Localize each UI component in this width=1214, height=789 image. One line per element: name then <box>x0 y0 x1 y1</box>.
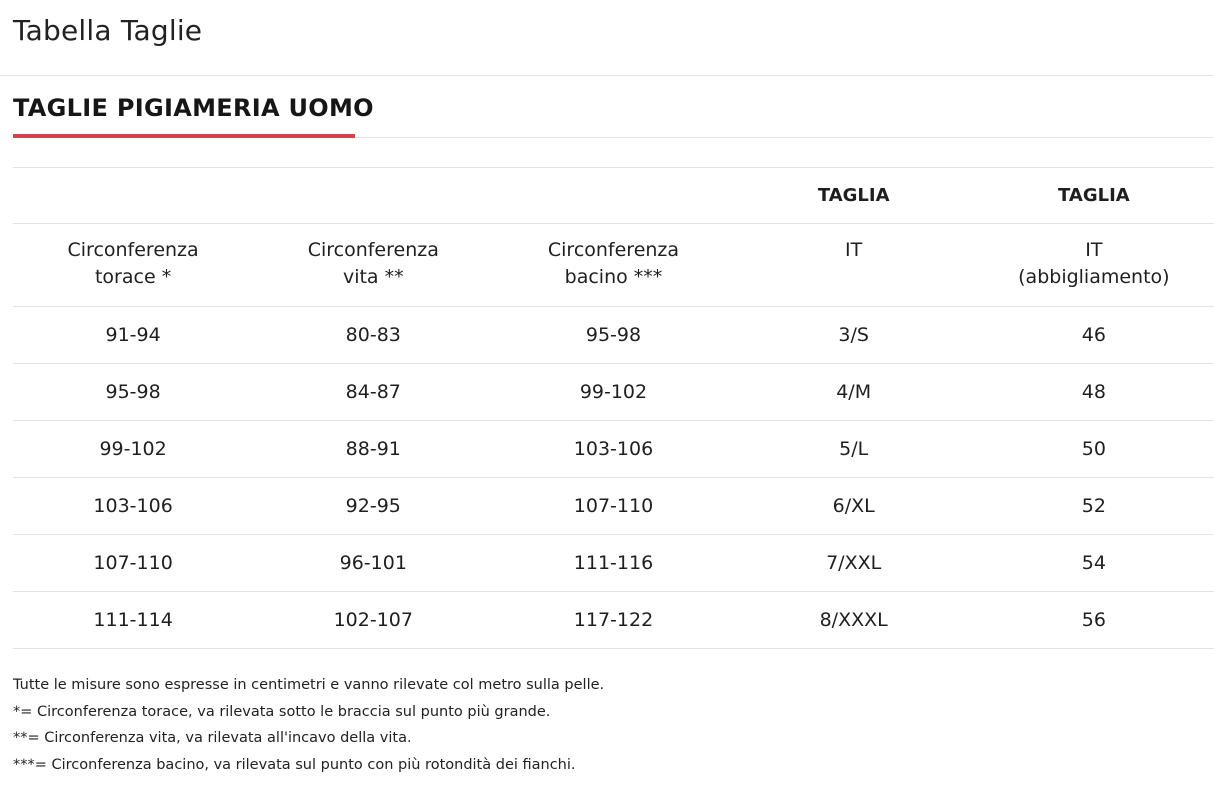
table-cell: 91-94 <box>13 307 253 364</box>
column-label-line: Circonferenza <box>67 239 199 261</box>
column-label-hips <box>493 224 733 307</box>
group-header-cell <box>493 168 733 224</box>
section-title: TAGLIE PIGIAMERIA UOMO <box>13 94 374 122</box>
table-cell: 50 <box>974 421 1214 478</box>
table-cell: 102-107 <box>253 592 493 649</box>
column-label-waist <box>253 224 493 307</box>
table-cell: 107-110 <box>493 478 733 535</box>
table-row <box>13 592 1214 649</box>
group-header-cell <box>253 168 493 224</box>
table-cell: 92-95 <box>253 478 493 535</box>
note-line: **= Circonferenza vita, va rilevata all'incavo della vita. <box>13 730 412 747</box>
table-cell: 111-114 <box>13 592 253 649</box>
table-column-label-row <box>13 224 1214 307</box>
section-title-underline <box>13 134 355 138</box>
table-cell: 54 <box>974 535 1214 592</box>
note-line: ***= Circonferenza bacino, va rilevata sul punto con più rotondità dei fianchi. <box>13 757 576 774</box>
header-divider <box>0 75 1214 76</box>
note-line: *= Circonferenza torace, va rilevata sotto le braccia sul punto più grande. <box>13 703 551 720</box>
measurement-notes <box>13 672 604 779</box>
table-cell: 8/XXXL <box>734 592 974 649</box>
group-header-cell: TAGLIA <box>974 168 1214 224</box>
table-row <box>13 307 1214 364</box>
table-cell: 111-116 <box>493 535 733 592</box>
column-label-chest <box>13 224 253 307</box>
column-label-line: Circonferenza <box>547 239 680 261</box>
column-label-size-it <box>734 224 974 307</box>
table-cell: 6/XL <box>734 478 974 535</box>
table-cell: 5/L <box>734 421 974 478</box>
column-label-line: IT <box>1085 239 1103 261</box>
note-line: Tutte le misure sono espresse in centimetri e vanno rilevate col metro sulla pelle. <box>13 677 605 693</box>
table-cell: 7/XXL <box>734 535 974 592</box>
table-row <box>13 364 1214 421</box>
table-cell: 103-106 <box>13 478 253 535</box>
group-header-cell <box>13 168 253 224</box>
table-cell: 95-98 <box>13 364 253 421</box>
column-label-line: vita ** <box>342 266 404 288</box>
table-cell: 107-110 <box>13 535 253 592</box>
table-cell: 46 <box>974 307 1214 364</box>
page-title: Tabella Taglie <box>13 14 203 47</box>
table-cell: 99-102 <box>13 421 253 478</box>
column-label-line: IT <box>845 239 863 261</box>
size-table <box>13 167 1214 649</box>
table-row <box>13 535 1214 592</box>
table-row <box>13 478 1214 535</box>
table-cell: 99-102 <box>493 364 733 421</box>
table-row <box>13 421 1214 478</box>
column-label-line: torace * <box>94 266 172 288</box>
table-cell: 52 <box>974 478 1214 535</box>
table-cell: 96-101 <box>253 535 493 592</box>
table-cell: 84-87 <box>253 364 493 421</box>
column-label-line: bacino *** <box>564 266 663 288</box>
column-label-line: (abbigliamento) <box>1018 266 1170 288</box>
table-cell: 48 <box>974 364 1214 421</box>
table-cell: 103-106 <box>493 421 733 478</box>
group-header-cell: TAGLIA <box>734 168 974 224</box>
table-cell: 56 <box>974 592 1214 649</box>
table-cell: 117-122 <box>493 592 733 649</box>
table-cell: 4/M <box>734 364 974 421</box>
column-label-line: Circonferenza <box>307 239 439 261</box>
table-cell: 88-91 <box>253 421 493 478</box>
table-cell: 80-83 <box>253 307 493 364</box>
table-cell: 95-98 <box>493 307 733 364</box>
column-label-size-it-clothing <box>974 224 1214 307</box>
table-cell: 3/S <box>734 307 974 364</box>
table-group-header-row <box>13 168 1214 224</box>
